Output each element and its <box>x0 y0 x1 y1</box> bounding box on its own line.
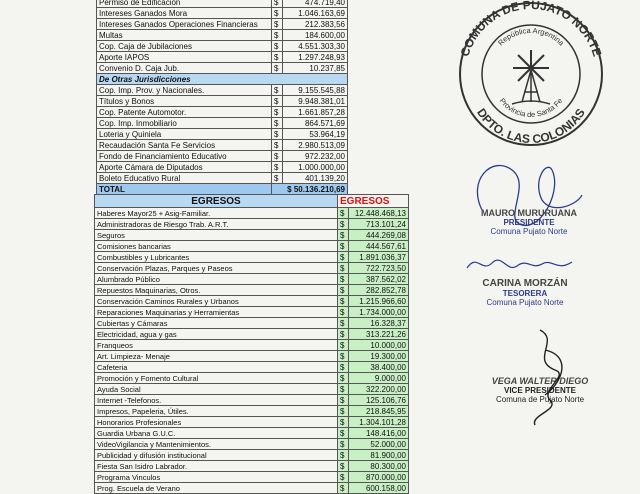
signature-block-2 <box>460 278 590 307</box>
seal-inner-top: República Argentina <box>496 25 566 48</box>
row-amount: 313.221,26 <box>349 329 409 340</box>
row-label: Convenio D. Caja Jub. <box>97 63 272 74</box>
row-amount: 148.416,00 <box>349 428 409 439</box>
table-row <box>95 296 409 307</box>
row-label: Recaudación Santa Fe Servicios <box>97 140 272 151</box>
table-row <box>95 384 409 395</box>
section-row <box>97 74 348 85</box>
row-amount: 1.000.000,00 <box>283 162 348 173</box>
signature-scribble-2 <box>462 248 582 278</box>
egresos-table <box>94 194 409 494</box>
row-label: Ayuda Social <box>95 384 338 395</box>
row-amount: 722.723,50 <box>349 263 409 274</box>
section-label: De Otras Jurisdicciones <box>97 74 348 85</box>
row-amount: 19.300,00 <box>349 351 409 362</box>
row-label: Electricidad, agua y gas <box>95 329 338 340</box>
egresos-header-row <box>95 195 409 208</box>
table-row <box>95 351 409 362</box>
row-currency: $ <box>338 230 349 241</box>
row-label: Loteria y Quiniela <box>97 129 272 140</box>
signer-org-3: Comuna de Pujato Norte <box>495 395 585 404</box>
row-currency: $ <box>272 63 283 74</box>
row-label: Cop. Caja de Jubilaciones <box>97 41 272 52</box>
table-row <box>95 263 409 274</box>
row-currency: $ <box>272 162 283 173</box>
row-amount: 9.000,00 <box>349 373 409 384</box>
ingresos-table <box>96 0 348 195</box>
row-amount: 12.448.468,13 <box>349 208 409 219</box>
row-amount: 1.215.966,60 <box>349 296 409 307</box>
row-currency: $ <box>272 140 283 151</box>
row-currency: $ <box>338 472 349 483</box>
table-row <box>95 483 409 494</box>
row-amount: 10.000,00 <box>349 340 409 351</box>
row-label: Intereses Ganados Operaciones Financieras <box>97 19 272 30</box>
table-row <box>95 274 409 285</box>
row-amount: 184.600,00 <box>283 30 348 41</box>
table-row <box>97 52 348 63</box>
row-label: VideoVigilancia y Mantenimientos. <box>95 439 338 450</box>
row-label: Haberes Mayor25 + Asig-Familiar. <box>95 208 338 219</box>
table-row <box>95 395 409 406</box>
row-amount: 212.383,56 <box>283 19 348 30</box>
table-row <box>95 285 409 296</box>
signature-block-3 <box>470 376 610 404</box>
row-label: Internet -Telefonos. <box>95 395 338 406</box>
row-currency: $ <box>338 252 349 263</box>
row-label: Cop. Imp. Inmobiliario <box>97 118 272 129</box>
total-amount: $ 50.136.210,69 <box>272 184 348 195</box>
row-currency: $ <box>338 351 349 362</box>
row-amount: 401.139,20 <box>283 173 348 184</box>
row-amount: 218.845,95 <box>349 406 409 417</box>
table-row <box>95 439 409 450</box>
row-currency: $ <box>338 241 349 252</box>
row-currency: $ <box>272 107 283 118</box>
row-label: Prog. Escuela de Verano <box>95 483 338 494</box>
row-label: Cop. Imp. Prov. y Nacionales. <box>97 85 272 96</box>
table-row <box>97 63 348 74</box>
row-label: Fondo de Financiamiento Educativo <box>97 151 272 162</box>
row-currency: $ <box>272 85 283 96</box>
row-label: Publicidad y difusión institucional <box>95 450 338 461</box>
row-currency: $ <box>338 307 349 318</box>
table-row <box>97 173 348 184</box>
row-currency: $ <box>338 318 349 329</box>
row-label: Promoción y Fomento Cultural <box>95 373 338 384</box>
row-label: Combustibles y Lubricantes <box>95 252 338 263</box>
row-amount: 125.106,76 <box>349 395 409 406</box>
row-amount: 52.000,00 <box>349 439 409 450</box>
row-currency: $ <box>272 173 283 184</box>
row-label: Aporte Cámara de Diputados <box>97 162 272 173</box>
table-row <box>97 107 348 118</box>
table-row <box>95 373 409 384</box>
row-label: Guardia Urbana G.U.C. <box>95 428 338 439</box>
row-currency: $ <box>338 329 349 340</box>
comuna-seal <box>452 0 610 148</box>
row-amount: 53.964,19 <box>283 129 348 140</box>
row-label: Reparaciones Maquinarias y Herramientas <box>95 307 338 318</box>
windmill-icon <box>512 50 550 104</box>
row-currency: $ <box>272 8 283 19</box>
table-row <box>95 362 409 373</box>
row-amount: 4.551.303,30 <box>283 41 348 52</box>
row-amount: 9.948.381,01 <box>283 96 348 107</box>
table-row <box>95 252 409 263</box>
row-label: Impresos, Papeleria, Útiles. <box>95 406 338 417</box>
row-currency: $ <box>338 296 349 307</box>
table-row <box>97 162 348 173</box>
table-row <box>95 307 409 318</box>
table-row <box>97 85 348 96</box>
row-label: Alumbrado Público <box>95 274 338 285</box>
row-amount: 38.400,00 <box>349 362 409 373</box>
row-currency: $ <box>338 263 349 274</box>
row-amount: 16.328,37 <box>349 318 409 329</box>
row-currency: $ <box>272 129 283 140</box>
row-amount: 1.046.163,69 <box>283 8 348 19</box>
signature-scribble-3 <box>500 320 600 430</box>
row-currency: $ <box>338 285 349 296</box>
row-currency: $ <box>272 118 283 129</box>
row-label: Franqueos <box>95 340 338 351</box>
row-currency: $ <box>272 52 283 63</box>
row-label: Fiesta San Isidro Labrador. <box>95 461 338 472</box>
row-amount: 713.101,24 <box>349 219 409 230</box>
table-row <box>95 450 409 461</box>
row-currency: $ <box>338 417 349 428</box>
row-amount: 9.155.545,88 <box>283 85 348 96</box>
row-currency: $ <box>338 461 349 472</box>
table-row <box>97 129 348 140</box>
row-amount: 1.661.857,28 <box>283 107 348 118</box>
table-row <box>95 461 409 472</box>
table-row <box>95 318 409 329</box>
total-row <box>97 184 348 195</box>
row-amount: 444.567,61 <box>349 241 409 252</box>
table-row <box>95 472 409 483</box>
table-row <box>97 140 348 151</box>
signer-name-3: VEGA WALTER DIEGO <box>491 376 589 386</box>
row-amount: 1.304.101,28 <box>349 417 409 428</box>
total-label: TOTAL <box>97 184 272 195</box>
signer-org-2: Comuna Pujato Norte <box>486 298 564 307</box>
seal-text-top: COMUNA DE PUJATO NORTE <box>457 0 605 59</box>
table-row <box>97 30 348 41</box>
row-amount: 81.900,00 <box>349 450 409 461</box>
row-amount: 2.980.513,09 <box>283 140 348 151</box>
table-row <box>97 118 348 129</box>
row-currency: $ <box>338 439 349 450</box>
signer-org-1: Comuna Pujato Norte <box>490 227 568 236</box>
row-currency: $ <box>272 19 283 30</box>
row-currency: $ <box>338 219 349 230</box>
row-amount: 10.237,85 <box>283 63 348 74</box>
row-currency: $ <box>338 483 349 494</box>
row-currency: $ <box>272 30 283 41</box>
row-label: Comisiones bancarias <box>95 241 338 252</box>
row-label: Cop. Patente Automotor. <box>97 107 272 118</box>
signer-role-1: PRESIDENTE <box>503 218 555 227</box>
table-row <box>97 151 348 162</box>
row-amount: 600.158,00 <box>349 483 409 494</box>
egresos-header-left: EGRESOS <box>95 195 338 208</box>
row-label: Conservación Plazas, Parques y Paseos <box>95 263 338 274</box>
row-amount: 387.562,02 <box>349 274 409 285</box>
row-label: Títulos y Bonos <box>97 96 272 107</box>
row-amount: 864.571,69 <box>283 118 348 129</box>
signer-name-1: MAURO MURURUANA <box>481 208 577 218</box>
row-label: Cafeteria <box>95 362 338 373</box>
row-amount: 1.297.248,93 <box>283 52 348 63</box>
row-label: Repuestos Maquinarias, Otros. <box>95 285 338 296</box>
row-label: Multas <box>97 30 272 41</box>
row-currency: $ <box>338 406 349 417</box>
row-label: Conservación Caminos Rurales y Urbanos <box>95 296 338 307</box>
table-row <box>95 428 409 439</box>
table-row <box>97 96 348 107</box>
row-currency: $ <box>338 450 349 461</box>
row-amount: 1.734.000,00 <box>349 307 409 318</box>
table-row <box>95 208 409 219</box>
table-row <box>95 219 409 230</box>
row-label: Art. Limpieza- Menaje <box>95 351 338 362</box>
signer-role-3: VICE PRESIDENTE <box>503 386 576 395</box>
table-row <box>95 417 409 428</box>
row-currency: $ <box>338 340 349 351</box>
table-row <box>97 0 348 8</box>
table-row <box>95 329 409 340</box>
seal-text-bottom: DPTO. LAS COLONIAS <box>474 105 588 147</box>
row-amount: 444.269,08 <box>349 230 409 241</box>
row-currency: $ <box>338 428 349 439</box>
row-label: Administradoras de Riesgo Trab. A.R.T. <box>95 219 338 230</box>
row-currency: $ <box>338 274 349 285</box>
table-row <box>95 230 409 241</box>
row-currency: $ <box>272 151 283 162</box>
row-currency: $ <box>338 384 349 395</box>
signer-name-2: CARINA MORZÁN <box>482 278 568 289</box>
egresos-header-right: EGRESOS <box>338 195 409 208</box>
row-label: Programa Vinculos <box>95 472 338 483</box>
table-row <box>95 340 409 351</box>
row-label: Intereses Ganados Mora <box>97 8 272 19</box>
row-label: Permiso de Edificación <box>97 0 272 8</box>
table-row <box>97 19 348 30</box>
row-currency: $ <box>338 395 349 406</box>
row-label: Boleto Educativo Rural <box>97 173 272 184</box>
row-label: Seguros <box>95 230 338 241</box>
row-currency: $ <box>338 208 349 219</box>
row-amount: 972.232,00 <box>283 151 348 162</box>
row-label: Cubiertas y Cámaras <box>95 318 338 329</box>
signer-role-2: TESORERA <box>502 289 548 298</box>
row-currency: $ <box>272 41 283 52</box>
table-row <box>95 406 409 417</box>
row-amount: 282.852,78 <box>349 285 409 296</box>
row-amount: 322.200,00 <box>349 384 409 395</box>
table-row <box>97 8 348 19</box>
row-currency: $ <box>272 0 283 8</box>
row-amount: 474.719,40 <box>283 0 348 8</box>
row-label: Aporte IAPOS <box>97 52 272 63</box>
table-row <box>95 241 409 252</box>
row-amount: 870.000,00 <box>349 472 409 483</box>
seal-inner-bottom: Provincia de Santa Fe <box>497 96 565 120</box>
row-currency: $ <box>338 373 349 384</box>
row-currency: $ <box>272 96 283 107</box>
table-row <box>97 41 348 52</box>
row-label: Honorarios Profesionales <box>95 417 338 428</box>
row-currency: $ <box>338 362 349 373</box>
row-amount: 80.300,00 <box>349 461 409 472</box>
signature-block-1 <box>464 208 594 236</box>
row-amount: 1.891.036,37 <box>349 252 409 263</box>
